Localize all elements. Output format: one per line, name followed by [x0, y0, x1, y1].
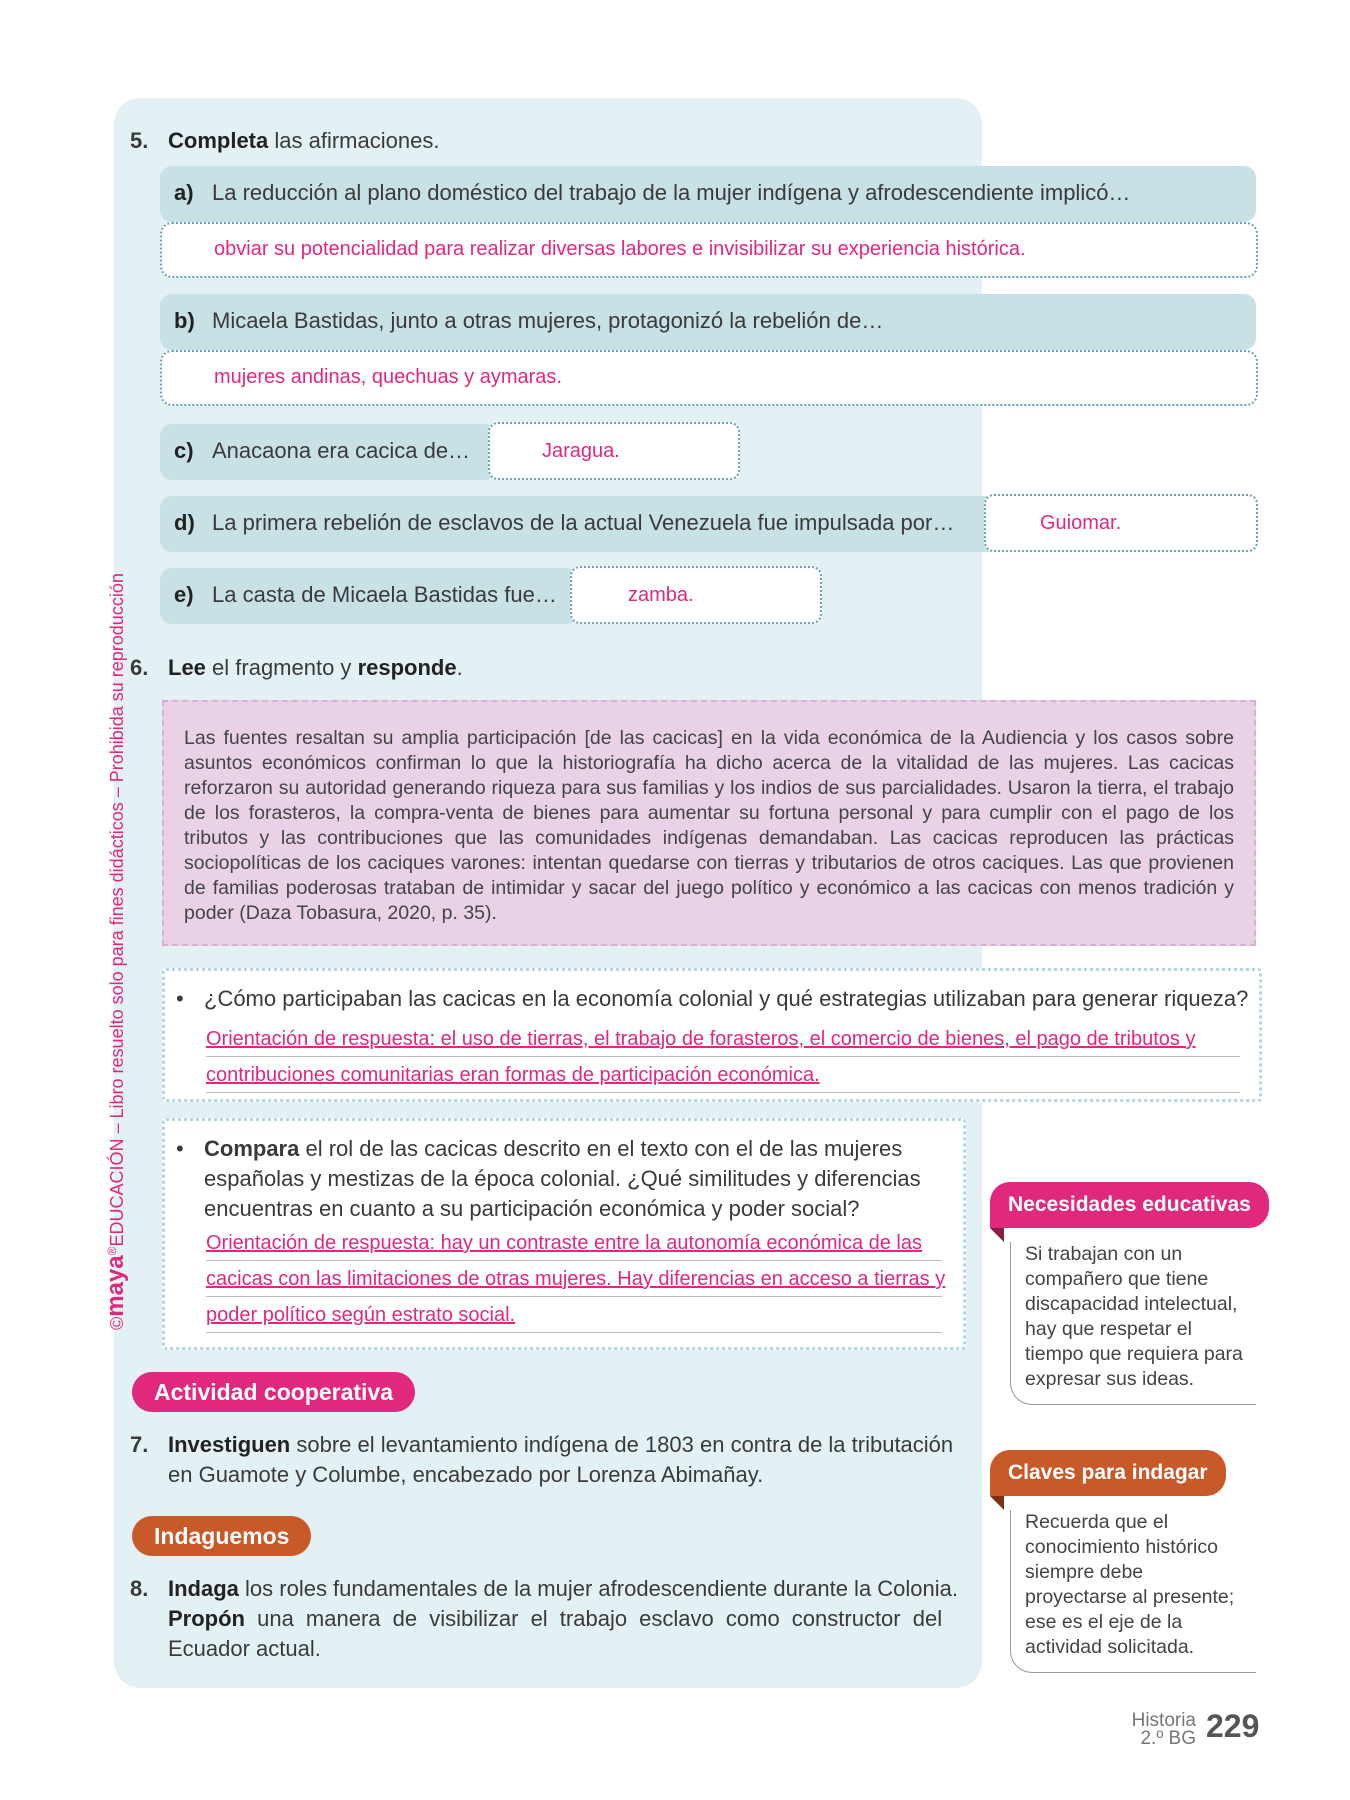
q5-answer-e[interactable]: zamba. [570, 566, 822, 624]
q5-item-d: d) La primera rebelión de esclavos de la actual Venezuela fue impulsada por… [160, 496, 1002, 552]
research-keys-card [990, 1450, 1262, 1670]
q5-item-e: e) La casta de Micaela Bastidas fue… [160, 568, 578, 624]
bullet-1-answer-line-2[interactable]: contribuciones comunitarias eran formas de participación económica. [206, 1058, 1240, 1093]
bullet-2-answer-line-1[interactable]: Orientación de respuesta: hay un contraste entre la autonomía económica de las [206, 1226, 942, 1261]
quote-fragment: Las fuentes resaltan su amplia participación [de las cacicas] en la vida económica de la Audiencia y los casos sobre asuntos económicos confirman lo que la historiografía ha dicho acerca de la vitalidad de las mujeres. Las cacicas reforzaron su autoridad generando riqueza para sus familias y los indios de sus parcialidades. Usaron la tierra, el trabajo de los forasteros, la compra-venta de bienes para aumentar su fortuna personal y para cumplir con el pago de los tributos y las contribuciones que las comunidades indígenas demandaban. Las cacicas reproducen las prácticas sociopolíticas de los caciques varones: intentan quedarse con tierras y tributarios de otros caciques. Las que provienen de familias poderosas trataban de intimidar y sacar del juego político y económico a las cacicas con menos tradición y poder (Daza Tobasura, 2020, p. 35). [162, 700, 1256, 946]
indaguemos-label: Indaguemos [132, 1516, 311, 1556]
q5-item-c: c) Anacaona era cacica de… [160, 424, 496, 480]
coop-activity-label: Actividad cooperativa [132, 1372, 415, 1412]
q5-answer-d[interactable]: Guiomar. [984, 494, 1258, 552]
question-7: 7. Investiguen sobre el levantamiento indígena de 1803 en contra de la tributación en Guamote y Columbe, encabezado por Lorenza Abimañay. [130, 1432, 954, 1487]
q5-answer-c[interactable]: Jaragua. [488, 422, 740, 480]
special-needs-card [990, 1182, 1262, 1412]
special-needs-body: Si trabajan con un compañero que tiene discapacidad intelectual, hay que respetar el tiempo que requiera para expresar sus ideas. [1010, 1242, 1256, 1405]
research-keys-title: Claves para indagar [990, 1450, 1226, 1496]
side-credit: ©maya®EDUCACIÓN – Libro resuelto solo para fines didácticos – Prohibida su reproducción [102, 573, 129, 1330]
bullet-1-answer-line-1[interactable]: Orientación de respuesta: el uso de tierras, el trabajo de forasteros, el comercio de bienes, el pago de tributos y [206, 1022, 1240, 1057]
q5-item-b: b) Micaela Bastidas, junto a otras mujeres, protagonizó la rebelión de… [160, 294, 1256, 350]
q5-item-a: a) La reducción al plano doméstico del trabajo de la mujer indígena y afrodescendiente implicó… [160, 166, 1256, 222]
bullet-2-answer-line-2[interactable]: cacicas con las limitaciones de otras mujeres. Hay diferencias en acceso a tierras y [206, 1262, 942, 1297]
bullet-2-answer-line-3[interactable]: poder político según estrato social. [206, 1298, 942, 1333]
card-tail [990, 1496, 1004, 1510]
page-number: 229 [1206, 1708, 1260, 1744]
footer-subject: Historia 2.º BG [1131, 1710, 1196, 1749]
question-6-heading: 6. Lee el fragmento y responde. [130, 655, 463, 680]
q5-answer-a[interactable]: obviar su potencialidad para realizar diversas labores e invisibilizar su experiencia histórica. [160, 222, 1258, 278]
special-needs-title: Necesidades educativas [990, 1182, 1269, 1228]
q5-answer-b[interactable]: mujeres andinas, quechuas y aymaras. [160, 350, 1258, 406]
question-5-heading: 5. Completa las afirmaciones. [130, 128, 440, 153]
research-keys-body: Recuerda que el conocimiento histórico siempre debe proyectarse al presente; ese es el eje de la actividad solicitada. [1010, 1510, 1256, 1673]
brand-logo: maya [102, 1255, 129, 1317]
question-8: 8. Indaga los roles fundamentales de la mujer afrodescendiente durante la Colonia. Propón una manera de visibilizar el trabajo esclavo como constructor del Ecuador actual. [130, 1576, 959, 1661]
card-tail [990, 1228, 1004, 1242]
